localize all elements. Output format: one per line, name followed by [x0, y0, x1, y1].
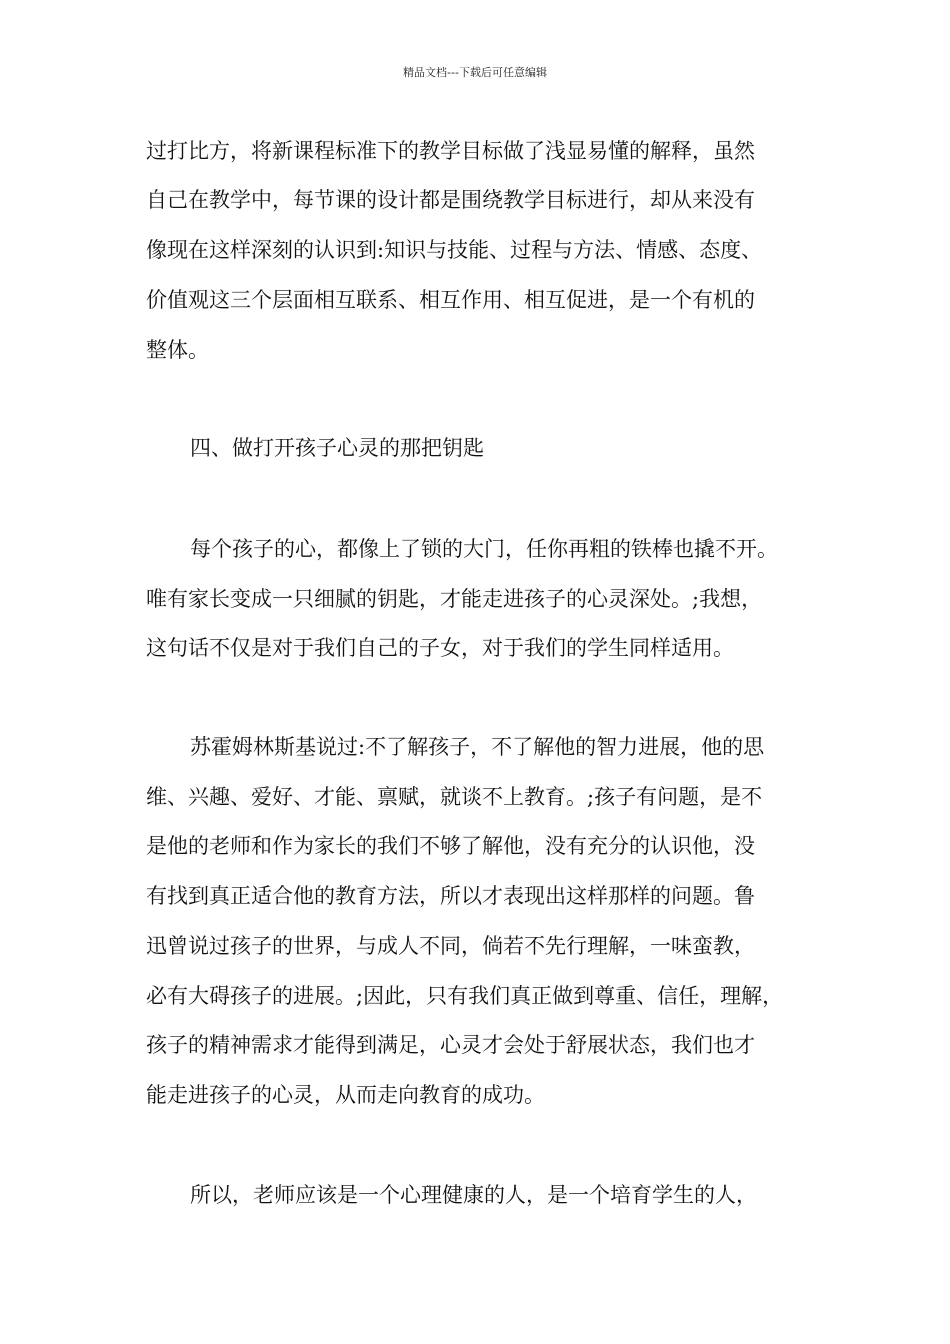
paragraph-2-line-1: 每个孩子的心，都像上了锁的大门，任你再粗的铁棒也撬不开。 [190, 537, 778, 561]
paragraph-3-line-7: 孩子的精神需求才能得到满足，心灵才会处于舒展状态，我们也才 [146, 1033, 755, 1057]
paragraph-1-line-1: 过打比方，将新课程标准下的教学目标做了浅显易懂的解释，虽然 [146, 139, 755, 163]
section-heading: 四、做打开孩子心灵的那把钥匙 [190, 436, 484, 460]
paragraph-4-line-1: 所以，老师应该是一个心理健康的人，是一个培育学生的人， [190, 1183, 757, 1207]
paragraph-2-line-2: 唯有家长变成一只细腻的钥匙，才能走进孩子的心灵深处。;我想， [146, 587, 763, 611]
paragraph-3-line-4: 有找到真正适合他的教育方法，所以才表现出这样那样的问题。鲁 [146, 884, 755, 908]
paragraph-3-line-3: 是他的老师和作为家长的我们不够了解他，没有充分的认识他，没 [146, 834, 755, 858]
paragraph-1-line-4: 价值观这三个层面相互联系、相互作用、相互促进，是一个有机的 [146, 288, 755, 312]
paragraph-3-line-5: 迅曾说过孩子的世界，与成人不同，倘若不先行理解，一味蛮教， [146, 934, 755, 958]
paragraph-1-line-3: 像现在这样深刻的认识到:知识与技能、过程与方法、情感、态度、 [146, 238, 763, 262]
paragraph-3-line-2: 维、兴趣、爱好、才能、禀赋，就谈不上教育。;孩子有问题，是不 [146, 785, 763, 809]
page-header: 精品文档---下载后可任意编辑 [403, 66, 547, 79]
paragraph-1-line-2: 自己在教学中，每节课的设计都是围绕教学目标进行，却从来没有 [146, 188, 755, 212]
paragraph-3-line-6: 必有大碍孩子的进展。;因此，只有我们真正做到尊重、信任，理解， [146, 984, 784, 1008]
paragraph-3-line-8: 能走进孩子的心灵，从而走向教育的成功。 [146, 1083, 545, 1107]
paragraph-2-line-3: 这句话不仅是对于我们自己的子女，对于我们的学生同样适用。 [146, 636, 734, 660]
paragraph-3-line-1: 苏霍姆林斯基说过:不了解孩子，不了解他的智力进展，他的思 [190, 735, 765, 759]
paragraph-1-line-5: 整体。 [146, 338, 209, 362]
